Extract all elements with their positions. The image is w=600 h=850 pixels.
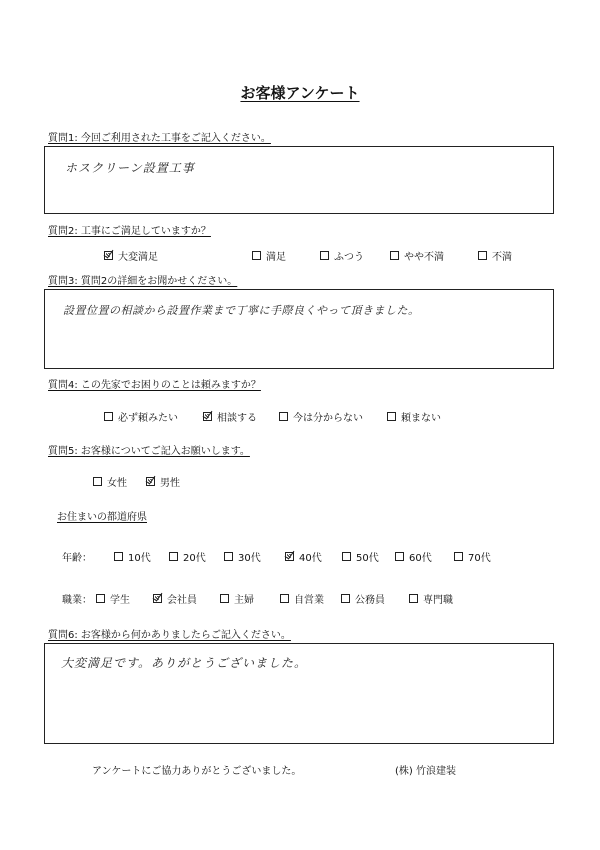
- q2-option-1[interactable]: [104, 248, 252, 263]
- q2-option-4[interactable]: [390, 248, 478, 263]
- job-specialist-label: 専門職: [423, 595, 453, 606]
- job-option-housewife[interactable]: [220, 591, 280, 606]
- checkbox-icon[interactable]: [114, 552, 123, 561]
- q2-option-3[interactable]: [320, 248, 390, 263]
- q4-option-3[interactable]: [279, 409, 387, 424]
- checkbox-icon[interactable]: [220, 594, 229, 603]
- checked-checkbox-icon[interactable]: [146, 477, 155, 486]
- age-label: 年齢：: [62, 553, 92, 564]
- age-option-40s[interactable]: [285, 549, 342, 564]
- checkbox-icon[interactable]: [93, 477, 102, 486]
- gender-male-label: 男性: [160, 478, 180, 489]
- checkbox-icon[interactable]: [395, 552, 404, 561]
- question-1-answer: ホスクリーン設置工事: [65, 161, 195, 175]
- job-option-specialist[interactable]: [409, 591, 469, 606]
- age-option-10s[interactable]: [114, 549, 169, 564]
- gender-female-label: 女性: [107, 478, 127, 489]
- job-employee-label: 会社員: [167, 595, 197, 606]
- age-option-60s[interactable]: [395, 549, 454, 564]
- question-4-options: [104, 409, 457, 424]
- age-60s-label: 60代: [409, 553, 432, 564]
- question-3-label: 質問3: 質問2の詳細をお聞かせください。: [48, 276, 238, 287]
- checkbox-icon[interactable]: [279, 412, 288, 421]
- checkbox-icon[interactable]: [478, 251, 487, 260]
- checkbox-icon[interactable]: [342, 552, 351, 561]
- job-label: 職業：: [62, 595, 92, 606]
- question-4-label: 質問4: この先家でお困りのことは頼みますか？: [48, 380, 261, 391]
- checkbox-icon[interactable]: [169, 552, 178, 561]
- footer-thanks: アンケートにご協力ありがとうございました。: [92, 766, 302, 777]
- question-1-label: 質問1: 今回ご利用された工事をご記入ください。: [48, 133, 271, 144]
- q4-option-1[interactable]: [104, 409, 203, 424]
- checkbox-icon[interactable]: [104, 412, 113, 421]
- age-40s-label: 40代: [299, 553, 322, 564]
- checkbox-icon[interactable]: [409, 594, 418, 603]
- checkbox-icon[interactable]: [96, 594, 105, 603]
- q2-option-3-label: ふつう: [334, 252, 364, 263]
- checkbox-icon[interactable]: [280, 594, 289, 603]
- survey-title: お客様アンケート: [240, 84, 360, 102]
- job-housewife-label: 主婦: [234, 595, 254, 606]
- checked-checkbox-icon[interactable]: [203, 412, 212, 421]
- checkbox-icon[interactable]: [252, 251, 261, 260]
- gender-option-male[interactable]: [146, 474, 206, 489]
- age-option-20s[interactable]: [169, 549, 224, 564]
- job-student-label: 学生: [110, 595, 130, 606]
- job-option-civil-servant[interactable]: [341, 591, 409, 606]
- q4-option-4-label: 頼まない: [401, 413, 441, 424]
- job-self-employed-label: 自営業: [294, 595, 324, 606]
- q2-option-5-label: 不満: [492, 252, 512, 263]
- age-20s-label: 20代: [183, 553, 206, 564]
- question-1-answer-box[interactable]: [44, 146, 554, 214]
- question-3-answer-box[interactable]: [44, 289, 554, 369]
- age-50s-label: 50代: [356, 553, 379, 564]
- checked-checkbox-icon[interactable]: [285, 552, 294, 561]
- footer-company: (株) 竹浪建装: [395, 766, 456, 777]
- q2-option-4-label: やや不満: [404, 252, 444, 263]
- question-3-answer: 設置位置の相談から設置作業まで丁寧に手際良くやって頂きました。: [63, 304, 420, 317]
- age-option-30s[interactable]: [224, 549, 285, 564]
- q4-option-1-label: 必ず頼みたい: [118, 413, 178, 424]
- q2-option-5[interactable]: [478, 248, 528, 263]
- question-5-label: 質問5: お客様についてご記入お願いします。: [48, 446, 250, 457]
- checkbox-icon[interactable]: [390, 251, 399, 260]
- age-10s-label: 10代: [128, 553, 151, 564]
- age-option-50s[interactable]: [342, 549, 395, 564]
- q4-option-3-label: 今は分からない: [293, 413, 363, 424]
- q2-option-2[interactable]: [252, 248, 320, 263]
- q4-option-2-label: 相談する: [217, 413, 257, 424]
- question-6-label: 質問6: お客様から何かありましたらご記入ください。: [48, 630, 291, 641]
- checked-checkbox-icon[interactable]: [153, 594, 162, 603]
- checkbox-icon[interactable]: [320, 251, 329, 260]
- age-option-70s[interactable]: [454, 549, 499, 564]
- q4-option-2[interactable]: [203, 409, 279, 424]
- prefecture-label: お住まいの都道府県: [57, 512, 147, 523]
- age-30s-label: 30代: [238, 553, 261, 564]
- age-70s-label: 70代: [468, 553, 491, 564]
- checkbox-icon[interactable]: [224, 552, 233, 561]
- gender-option-female[interactable]: [93, 474, 146, 489]
- gender-options: [93, 474, 206, 489]
- question-6-answer: 大変満足です。ありがとうございました。: [61, 656, 308, 670]
- q2-option-2-label: 満足: [266, 252, 286, 263]
- job-option-employee[interactable]: [153, 591, 220, 606]
- question-6-answer-box[interactable]: [44, 643, 554, 744]
- checkbox-icon[interactable]: [387, 412, 396, 421]
- question-2-options: [104, 248, 528, 263]
- checkbox-icon[interactable]: [341, 594, 350, 603]
- question-2-label: 質問2: 工事にご満足していますか？: [48, 226, 211, 237]
- job-row: [62, 591, 469, 606]
- job-option-self-employed[interactable]: [280, 591, 341, 606]
- q2-option-1-label: 大変満足: [118, 252, 158, 263]
- q4-option-4[interactable]: [387, 409, 457, 424]
- age-row: [62, 549, 499, 564]
- checked-checkbox-icon[interactable]: [104, 251, 113, 260]
- checkbox-icon[interactable]: [454, 552, 463, 561]
- job-option-student[interactable]: [96, 591, 153, 606]
- job-civil-servant-label: 公務員: [355, 595, 385, 606]
